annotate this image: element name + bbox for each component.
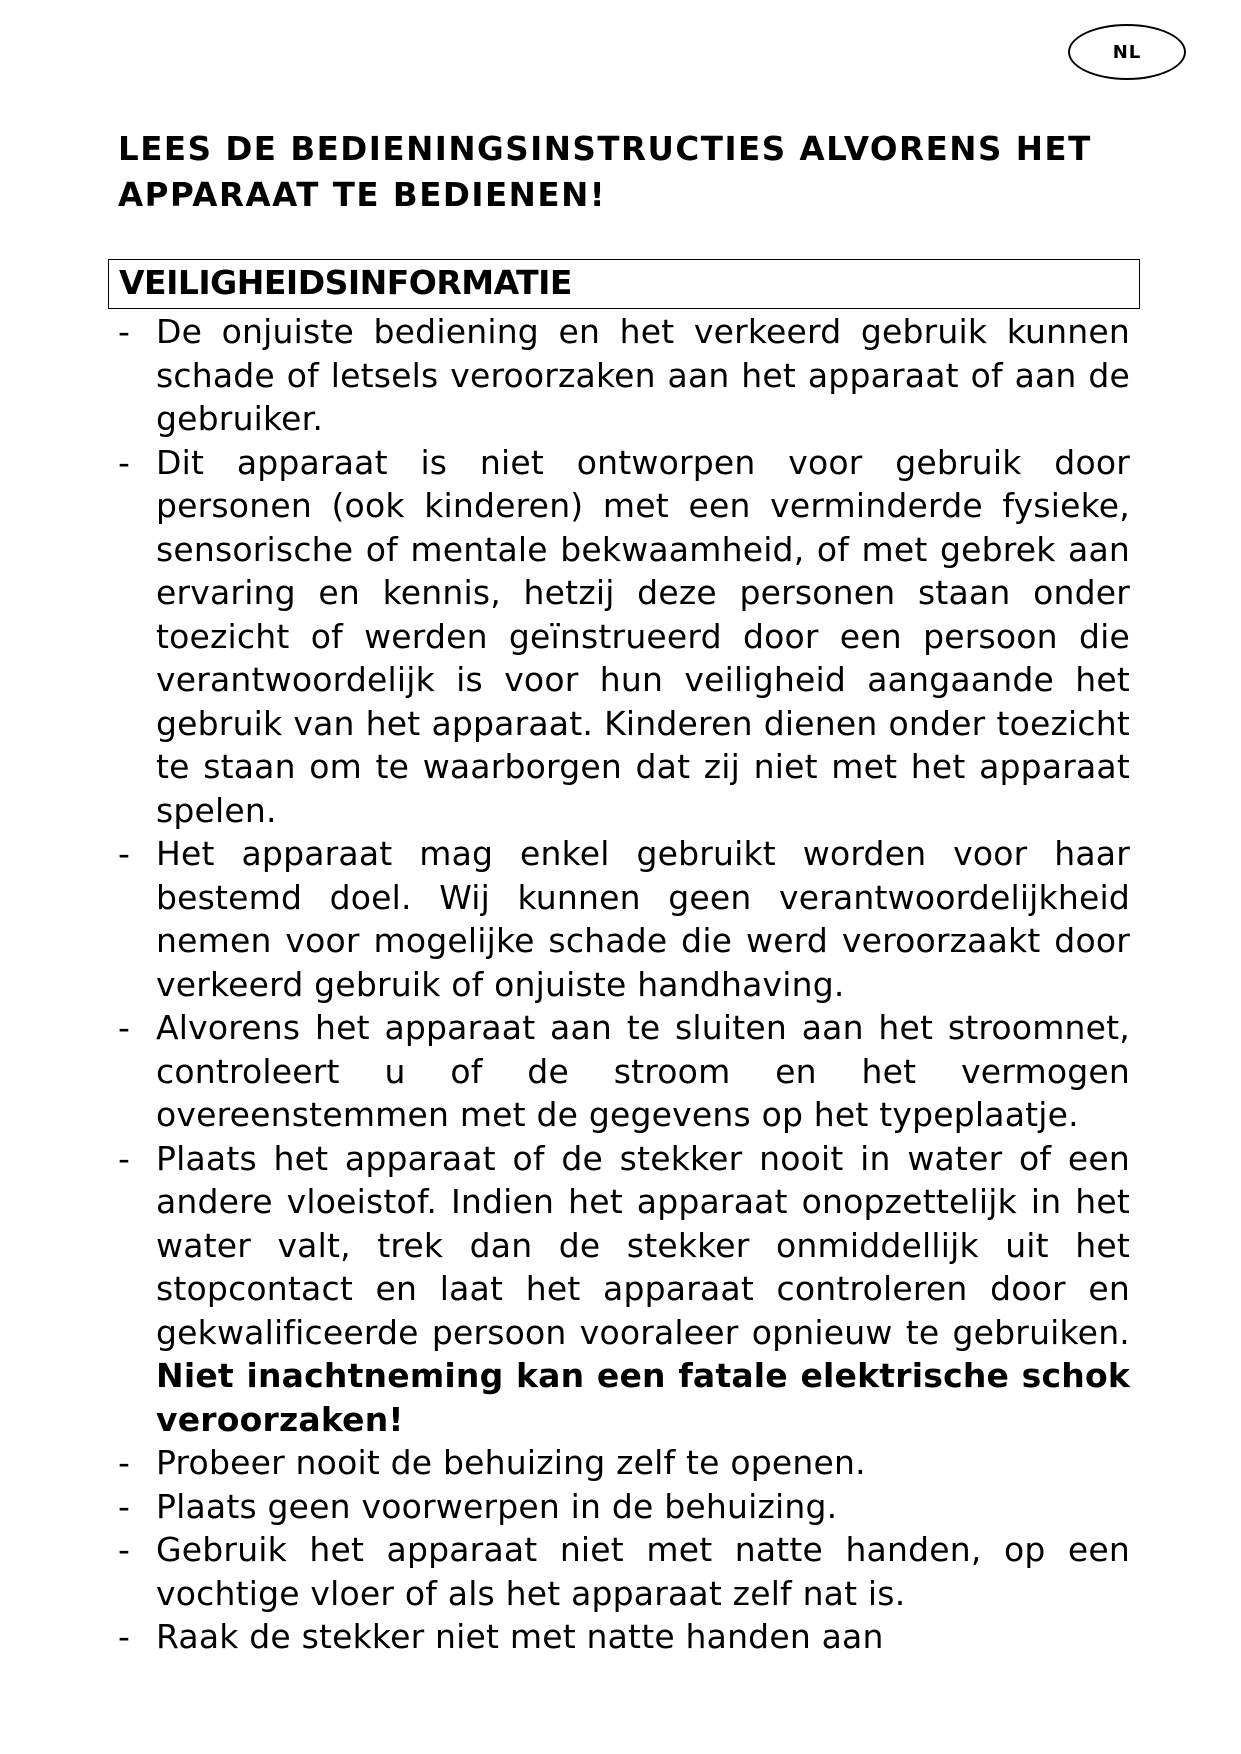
bullet-dash: - xyxy=(118,312,131,351)
list-item-text: Dit apparaat is niet ontworpen voor gebruik door personen (ook kinderen) met een verminderde fysieke, sensorische of mentale bekwaamheid, of met gebrek aan ervaring en kennis, hetzij deze personen staan onder toezicht of werden geïnstrueerd door een persoon die verantwoordelijk is voor hun veiligheid aangaande het gebruik van het apparaat. Kinderen dienen onder toezicht te staan om te waarborgen dat zij niet met het apparaat spelen. xyxy=(156,442,1130,830)
list-item-text: Het apparaat mag enkel gebruikt worden voor haar bestemd doel. Wij kunnen geen verantwoordelijkheid nemen voor mogelijke schade die werd veroorzaakt door verkeerd gebruik of onjuiste handhaving. xyxy=(156,834,1130,1004)
bullet-dash: - xyxy=(118,442,131,482)
list-item-text: De onjuiste bediening en het verkeerd gebruik kunnen schade of letsels veroorzaken aan het apparaat of aan de gebruiker. xyxy=(156,312,1130,438)
list-item xyxy=(118,441,1130,833)
bullet-dash: - xyxy=(118,1486,131,1526)
bullet-dash: - xyxy=(118,834,131,873)
list-item-text: Plaats het apparaat of de stekker nooit in water of een andere vloeistof. Indien het apparaat onopzettelijk in het water valt, trek dan de stekker onmiddellijk uit het stopcontact en laat het apparaat controleren door en gekwalificeerde persoon vooraleer opnieuw te gebruiken. xyxy=(156,1138,1130,1352)
list-item xyxy=(118,310,1130,441)
list-item xyxy=(118,1441,1130,1485)
section-heading: VEILIGHEIDSINFORMATIE xyxy=(108,259,1140,309)
safety-list xyxy=(118,310,1130,1659)
bullet-dash: - xyxy=(118,1443,131,1482)
warning-text: Niet inachtneming kan een fatale elektrische schok veroorzaken! xyxy=(156,1356,1130,1439)
list-item xyxy=(118,1485,1130,1529)
list-item-text: Alvorens het apparaat aan te sluiten aan het stroomnet, controleert u of de stroom en het vermogen overeenstemmen met de gegevens op het typeplaatje. xyxy=(156,1008,1130,1134)
language-badge xyxy=(1068,24,1186,80)
list-item-text: Probeer nooit de behuizing zelf te openen. xyxy=(156,1443,866,1482)
list-item-text: Raak de stekker niet met natte handen aan xyxy=(156,1617,884,1656)
list-item-text: Plaats geen voorwerpen in de behuizing. xyxy=(156,1486,838,1526)
list-item xyxy=(118,832,1130,1006)
list-item xyxy=(118,1137,1130,1442)
list-item xyxy=(118,1615,1130,1659)
list-item xyxy=(118,1528,1130,1615)
language-code: NL xyxy=(1112,41,1142,63)
bullet-dash: - xyxy=(118,1617,131,1656)
list-item-text: Gebruik het apparaat niet met natte handen, op een vochtige vloer of als het apparaat zelf nat is. xyxy=(156,1530,1130,1613)
bullet-dash: - xyxy=(118,1138,131,1178)
bullet-dash: - xyxy=(118,1530,131,1569)
list-item xyxy=(118,1006,1130,1137)
bullet-dash: - xyxy=(118,1008,131,1047)
page-title: LEES DE BEDIENINGSINSTRUCTIES ALVORENS HET APPARAAT TE BEDIENEN! xyxy=(118,130,1092,214)
